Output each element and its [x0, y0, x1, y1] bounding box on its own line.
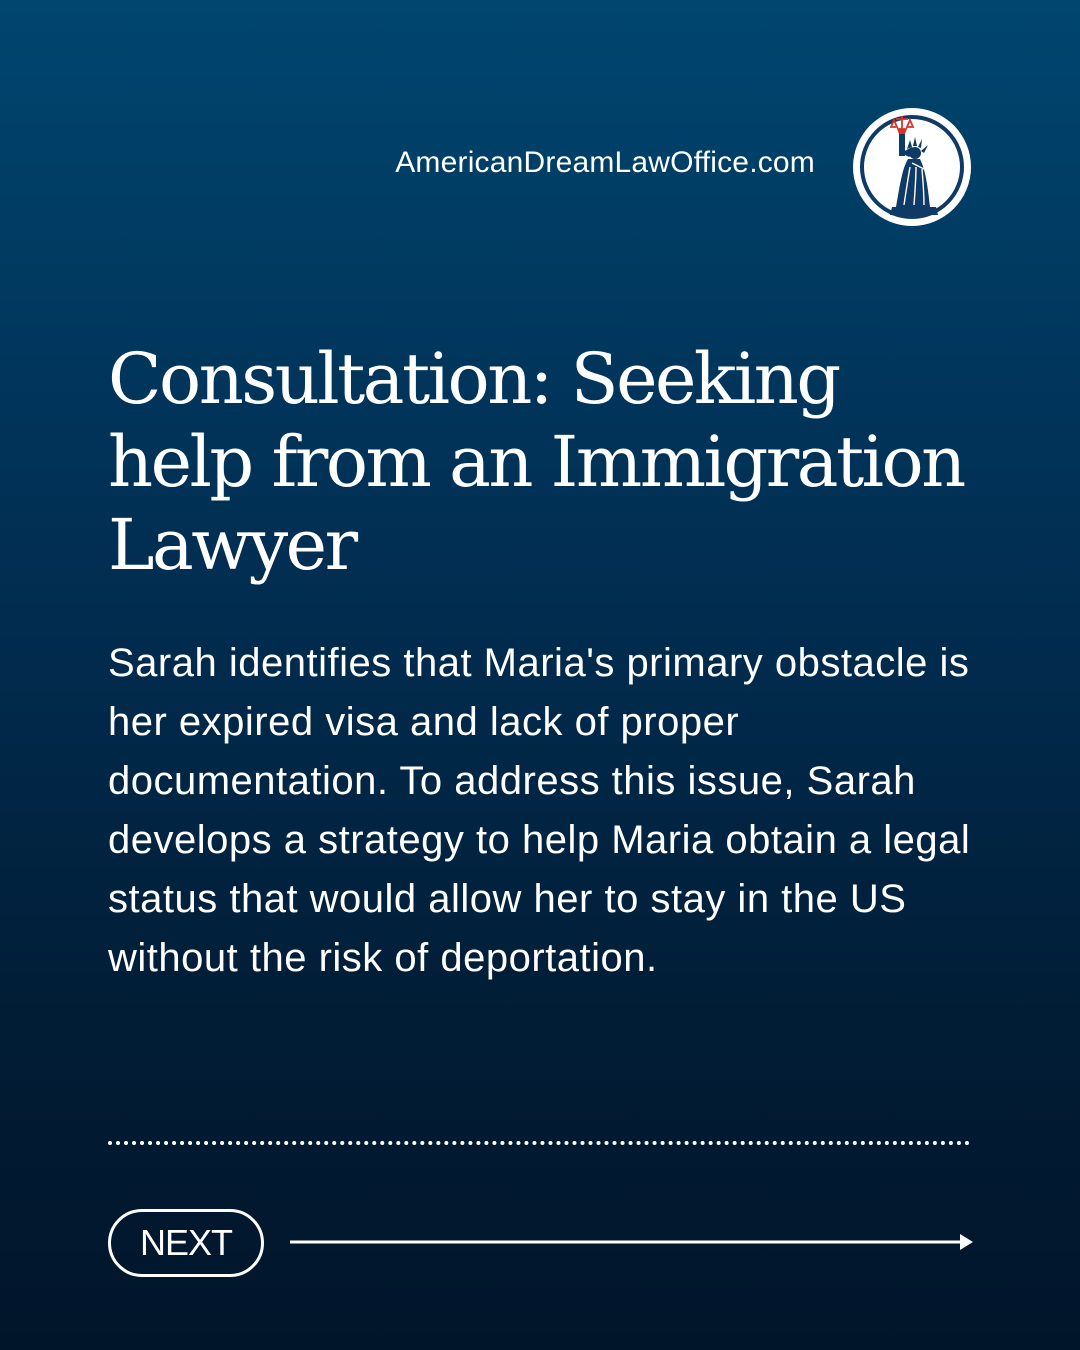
- site-url[interactable]: AmericanDreamLawOffice.com: [395, 146, 815, 179]
- next-button[interactable]: NEXT: [108, 1209, 264, 1277]
- header: [0, 0, 1080, 280]
- body-paragraph: Sarah identifies that Maria's primary obstacle is her expired visa and lack of proper documentation. To address this issue, Sarah develops a strategy to help Maria obtain a legal status that would allow her to stay in the US without the risk of deportation.: [108, 641, 971, 980]
- dotted-divider: [108, 1141, 970, 1145]
- statue-of-liberty-logo-icon: [852, 107, 972, 227]
- page-title: Consultation: Seeking help from an Immigration Lawyer: [108, 338, 964, 586]
- logo: [852, 107, 972, 227]
- arrow-right-icon[interactable]: [290, 1231, 974, 1253]
